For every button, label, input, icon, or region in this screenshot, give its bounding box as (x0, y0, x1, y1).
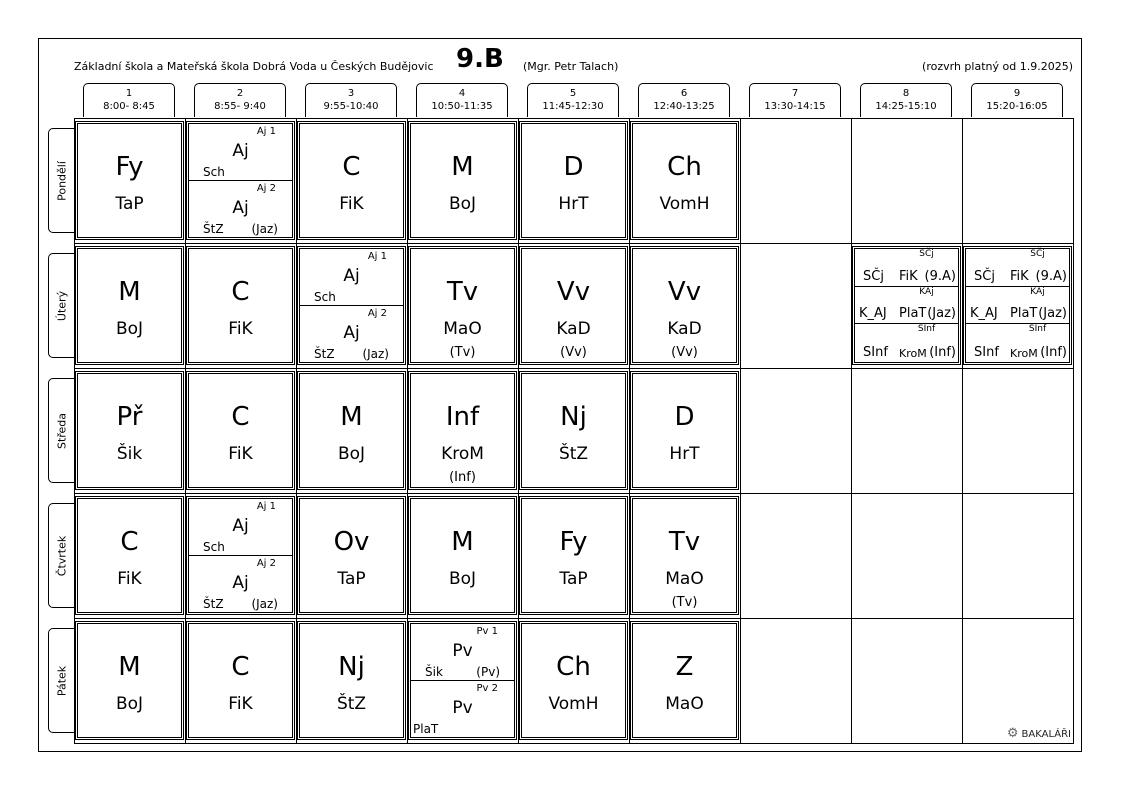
lesson-subject: M (118, 652, 141, 682)
lesson-subject: Tv (668, 527, 701, 557)
lesson-cell[interactable] (519, 371, 628, 490)
lesson-teacher: VomH (548, 694, 599, 714)
lesson-subject: SInf (863, 344, 888, 360)
lesson-cell-split[interactable] (186, 496, 295, 615)
lesson-teacher: FiK (228, 444, 253, 464)
school-name: Základní škola a Mateřská škola Dobrá Voda u Českých Budějovic (74, 60, 434, 73)
lesson-cell-triple[interactable] (963, 246, 1072, 365)
lesson-subject: Z (675, 652, 694, 682)
period-time: 10:50-11:35 (431, 101, 493, 112)
class-name: 9.B (456, 44, 504, 74)
gear-icon: ⚙ (1006, 726, 1019, 741)
lesson-group: Aj 2 (367, 307, 387, 319)
lesson-cell-split[interactable] (186, 121, 295, 240)
period-time: 15:20-16:05 (986, 101, 1048, 112)
lesson-group: SInf (1028, 324, 1047, 335)
period-header (305, 83, 397, 117)
group-lesson (189, 556, 292, 613)
lesson-subject: M (118, 277, 141, 307)
lesson-group: Aj 1 (367, 251, 387, 262)
group-lesson (189, 499, 292, 556)
lesson-subject: C (231, 402, 250, 432)
lesson-cell[interactable] (519, 121, 628, 240)
period-number: 6 (680, 88, 688, 99)
lesson-room: (Jaz) (1038, 306, 1067, 322)
lesson-subject: Ov (333, 527, 370, 557)
lesson-teacher: ŠtZ (314, 347, 335, 361)
lesson-cell[interactable] (75, 121, 184, 240)
lesson-room: (Inf) (449, 470, 476, 485)
period-header (860, 83, 952, 117)
group-lesson (411, 681, 514, 738)
group-lesson (966, 287, 1069, 325)
lesson-teacher: MaO (665, 569, 704, 589)
lesson-cell[interactable] (186, 371, 295, 490)
bakalari-logo: ⚙ BAKALÁŘI (1006, 726, 1071, 741)
lesson-teacher: KroM (441, 444, 484, 464)
lesson-teacher: FiK (339, 194, 364, 214)
lesson-teacher: FiK (899, 268, 918, 284)
lesson-room: (Inf) (929, 344, 956, 360)
period-time: 9:55-10:40 (323, 101, 379, 112)
lesson-cell[interactable] (408, 371, 517, 490)
lesson-subject: SČj (863, 268, 884, 284)
group-lesson (855, 324, 958, 362)
lesson-teacher: Sch (203, 164, 225, 179)
lesson-cell[interactable] (75, 371, 184, 490)
period-header (638, 83, 730, 117)
lesson-teacher: TaP (559, 569, 588, 589)
lesson-room: (Jaz) (362, 347, 389, 361)
period-number: 9 (1013, 88, 1021, 99)
lesson-group: Aj 1 (256, 501, 276, 512)
lesson-subject: Fy (115, 152, 144, 182)
validity-note: (rozvrh platný od 1.9.2025) (922, 60, 1073, 73)
lesson-cell[interactable] (186, 246, 295, 365)
lesson-teacher: PlaT (413, 722, 439, 736)
lesson-cell[interactable] (75, 496, 184, 615)
period-header (83, 83, 175, 117)
lesson-teacher: Šik (425, 664, 443, 679)
class-teacher: (Mgr. Petr Talach) (523, 60, 619, 73)
lesson-teacher: HrT (669, 444, 700, 464)
group-lesson (855, 287, 958, 325)
lesson-teacher: BoJ (337, 444, 366, 464)
lesson-teacher: PlaT (899, 306, 927, 322)
lesson-teacher: Šik (116, 444, 143, 464)
lesson-teacher: Sch (203, 539, 225, 554)
group-lesson (966, 324, 1069, 362)
lesson-subject: Př (116, 402, 143, 432)
lesson-teacher: FiK (228, 694, 253, 714)
lesson-cell[interactable] (519, 621, 628, 740)
lesson-room: (Inf) (1040, 344, 1067, 360)
lesson-room: (Pv) (476, 664, 500, 679)
lesson-room: (9.A) (1035, 268, 1067, 284)
lesson-group: Aj 2 (256, 557, 276, 569)
group-lesson (189, 181, 292, 238)
lesson-cell[interactable] (519, 496, 628, 615)
lesson-cell-triple[interactable] (852, 246, 961, 365)
lesson-group: Pv 1 (476, 626, 498, 637)
lesson-cell[interactable] (75, 621, 184, 740)
period-number: 8 (902, 88, 910, 99)
lesson-subject: Aj (343, 266, 360, 286)
group-lesson (411, 624, 514, 681)
lesson-teacher: KroM (1010, 346, 1038, 360)
lesson-cell[interactable] (297, 121, 406, 240)
lesson-teacher: KaD (556, 319, 591, 339)
lesson-cell[interactable] (630, 621, 739, 740)
lesson-room: (Jaz) (251, 222, 278, 236)
lesson-teacher: FiK (117, 569, 142, 589)
lesson-subject: SInf (974, 344, 999, 360)
lesson-cell[interactable] (630, 496, 739, 615)
lesson-subject: K_AJ (859, 306, 887, 322)
lesson-cell[interactable] (519, 246, 628, 365)
lesson-room: (Vv) (671, 345, 698, 360)
lesson-subject: Aj (343, 322, 360, 343)
period-time: 11:45-12:30 (542, 101, 604, 112)
lesson-subject: SČj (974, 268, 995, 284)
lesson-subject: D (674, 402, 695, 432)
period-time: 8:55- 9:40 (214, 101, 266, 112)
lesson-subject: Aj (232, 141, 249, 161)
lesson-subject: D (563, 152, 584, 182)
lesson-cell-split[interactable] (408, 621, 517, 740)
period-time: 12:40-13:25 (653, 101, 715, 112)
group-lesson (855, 249, 958, 287)
lesson-room: (Jaz) (251, 597, 278, 611)
day-label: Pátek (48, 628, 74, 733)
lesson-subject: Inf (445, 402, 480, 432)
period-header (971, 83, 1063, 117)
lesson-subject: Pv (452, 641, 473, 661)
lesson-subject: C (231, 277, 250, 307)
lesson-cell[interactable] (297, 621, 406, 740)
lesson-teacher: BoJ (115, 319, 144, 339)
lesson-subject: C (342, 152, 361, 182)
lesson-room: (Jaz) (927, 306, 956, 322)
lesson-teacher: Sch (314, 289, 336, 304)
period-number: 2 (236, 88, 244, 99)
period-number: 3 (347, 88, 355, 99)
lesson-subject: Aj (232, 572, 249, 593)
lesson-cell[interactable] (297, 496, 406, 615)
lesson-group: SČj (1030, 249, 1045, 259)
lesson-cell[interactable] (75, 246, 184, 365)
lesson-group: KAj (1030, 286, 1045, 297)
lesson-subject: C (231, 652, 250, 682)
lesson-subject: Vv (556, 277, 591, 307)
lesson-teacher: MaO (443, 319, 482, 339)
lesson-group: Aj 1 (256, 126, 276, 137)
lesson-group: SInf (917, 324, 936, 335)
day-label: Středa (48, 378, 74, 483)
lesson-cell[interactable] (630, 246, 739, 365)
period-number: 4 (458, 88, 466, 99)
period-time: 14:25-15:10 (875, 101, 937, 112)
lesson-teacher: ŠtZ (203, 597, 224, 611)
lesson-subject: Ch (556, 652, 591, 682)
lesson-teacher: ŠtZ (203, 222, 224, 236)
period-number: 7 (791, 88, 799, 99)
lesson-cell[interactable] (630, 121, 739, 240)
lesson-cell[interactable] (408, 496, 517, 615)
lesson-group: KAj (919, 286, 934, 297)
lesson-subject: Aj (232, 197, 249, 218)
lesson-subject: Ch (667, 152, 702, 182)
period-number: 5 (569, 88, 577, 99)
day-label: Čtvrtek (48, 503, 74, 608)
group-lesson (189, 124, 292, 181)
lesson-group: Aj 2 (256, 182, 276, 194)
lesson-subject: C (120, 527, 139, 557)
lesson-teacher: ŠtZ (336, 694, 367, 714)
lesson-room: (Vv) (560, 345, 587, 360)
day-label: Úterý (48, 253, 74, 358)
group-lesson (300, 306, 403, 363)
period-header (527, 83, 619, 117)
period-time: 13:30-14:15 (764, 101, 826, 112)
lesson-group: Pv 2 (476, 682, 498, 694)
lesson-subject: Vv (667, 277, 702, 307)
lesson-room: (Tv) (449, 345, 476, 360)
lesson-cell[interactable] (408, 121, 517, 240)
period-header (749, 83, 841, 117)
day-label: Pondělí (48, 128, 74, 233)
lesson-subject: Aj (232, 516, 249, 536)
lesson-subject: K_AJ (970, 306, 998, 322)
lesson-teacher: FiK (228, 319, 253, 339)
lesson-teacher: KaD (667, 319, 702, 339)
lesson-subject: Fy (559, 527, 588, 557)
lesson-teacher: BoJ (448, 194, 477, 214)
lesson-subject: Nj (338, 652, 365, 682)
lesson-teacher: FiK (1010, 268, 1029, 284)
lesson-teacher: TaP (337, 569, 366, 589)
lesson-subject: Pv (452, 697, 473, 718)
period-number: 1 (125, 88, 133, 99)
lesson-cell-split[interactable] (297, 246, 406, 365)
lesson-room: (9.A) (924, 268, 956, 284)
lesson-teacher: PlaT (1010, 306, 1038, 322)
lesson-teacher: BoJ (448, 569, 477, 589)
period-time: 8:00- 8:45 (103, 101, 155, 112)
period-header (416, 83, 508, 117)
group-lesson (300, 249, 403, 306)
lesson-cell[interactable] (630, 371, 739, 490)
lesson-subject: M (451, 152, 474, 182)
lesson-cell[interactable] (408, 246, 517, 365)
group-lesson (966, 249, 1069, 287)
period-header (194, 83, 286, 117)
lesson-cell[interactable] (186, 621, 295, 740)
lesson-teacher: MaO (665, 694, 704, 714)
lesson-teacher: TaP (115, 194, 144, 214)
lesson-subject: Tv (446, 277, 479, 307)
lesson-teacher: BoJ (115, 694, 144, 714)
lesson-cell[interactable] (297, 371, 406, 490)
lesson-teacher: ŠtZ (558, 444, 589, 464)
lesson-subject: M (340, 402, 363, 432)
lesson-teacher: VomH (659, 194, 710, 214)
lesson-teacher: HrT (558, 194, 589, 214)
lesson-teacher: KroM (899, 346, 927, 360)
lesson-group: SČj (919, 249, 934, 259)
lesson-subject: M (451, 527, 474, 557)
lesson-subject: Nj (560, 402, 587, 432)
lesson-room: (Tv) (671, 595, 698, 610)
